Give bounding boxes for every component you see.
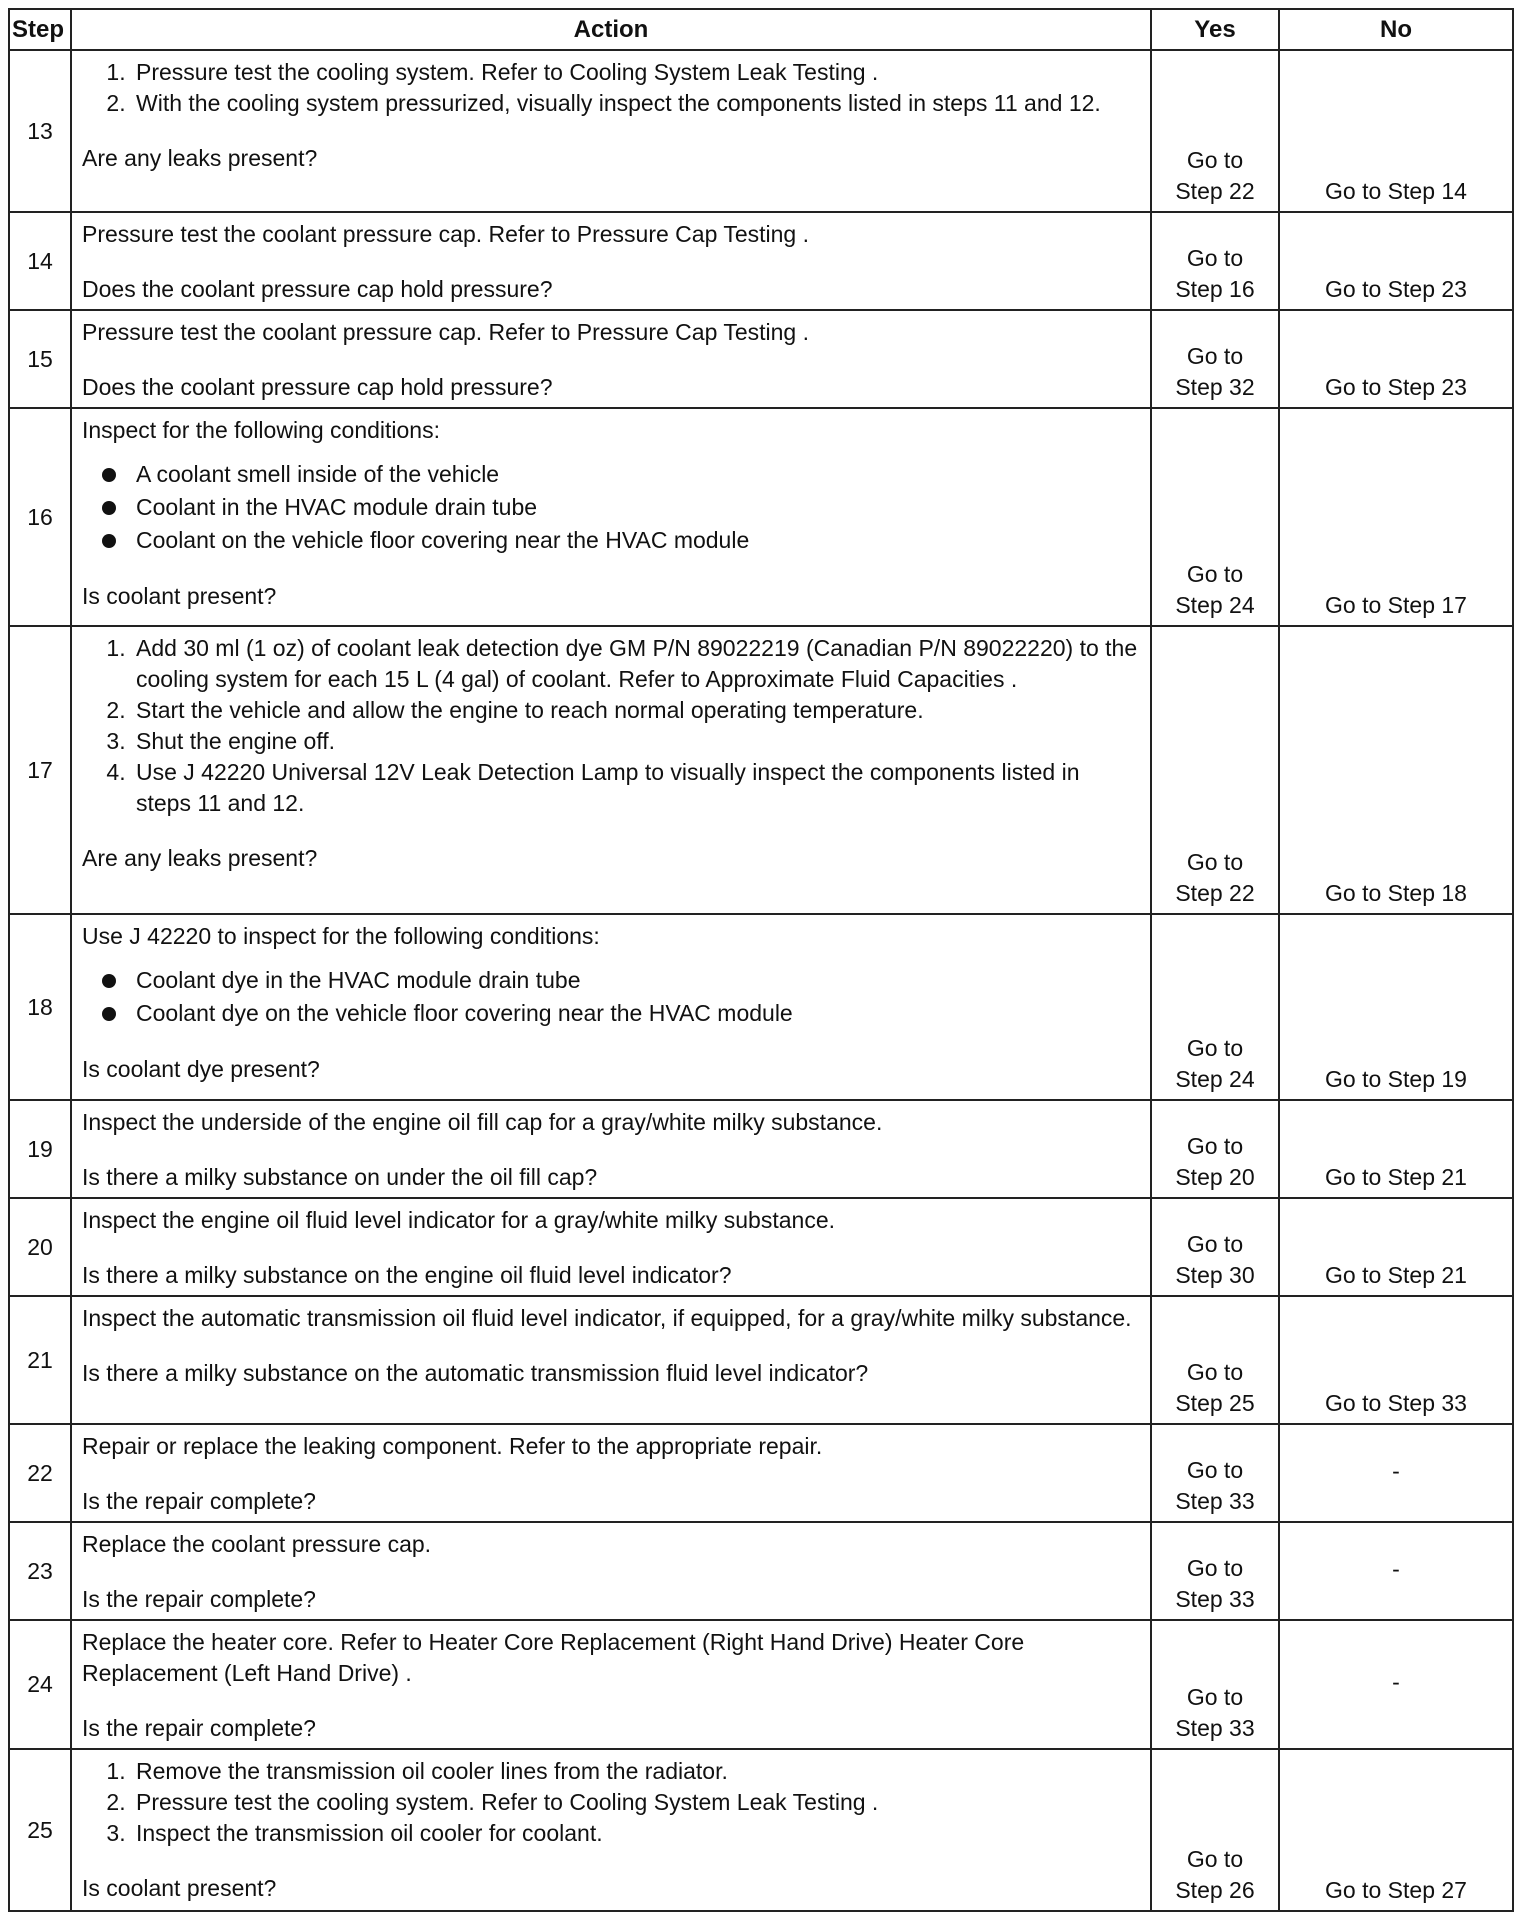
no-cell (1279, 50, 1513, 212)
step-number: 20 (9, 1198, 71, 1296)
yes-cell (1151, 1749, 1279, 1911)
no-cell (1279, 1424, 1513, 1522)
instruction-text: Pressure test the coolant pressure cap. Refer to Pressure Cap Testing . (82, 319, 809, 345)
table-row (9, 1424, 1513, 1522)
instruction-text: Pressure test the coolant pressure cap. Refer to Pressure Cap Testing . (82, 221, 809, 247)
numbered-list (82, 1756, 1140, 1849)
yes-goto: Go to (1186, 147, 1244, 173)
no-step-link[interactable]: Go to Step 27 (1325, 1877, 1467, 1903)
action-cell (71, 1424, 1151, 1522)
list-item: 2. Pressure test the cooling system. Refer to Cooling System Leak Testing . (132, 1787, 1140, 1818)
action-cell (71, 1198, 1151, 1296)
yes-goto: Go to (1186, 1684, 1244, 1710)
question-text: Is there a milky substance on the automatic transmission fluid level indicator? (82, 1360, 869, 1386)
list-item: Coolant dye on the vehicle floor covering near the HVAC module (132, 997, 1140, 1030)
action-cell (71, 1749, 1151, 1911)
yes-step-link[interactable]: Step 33 (1175, 1488, 1255, 1514)
yes-step-link[interactable]: Step 20 (1175, 1164, 1255, 1190)
yes-cell (1151, 1296, 1279, 1424)
instruction-text: Replace the coolant pressure cap. (82, 1531, 432, 1557)
list-item: 2. Start the vehicle and allow the engine to reach normal operating temperature. (132, 695, 1140, 726)
bullet-list (82, 964, 1140, 1030)
instruction-text: Replace the heater core. Refer to Heater Core Replacement (Right Hand Drive) Heater Core Replacement (Left Hand Drive) . (82, 1629, 1025, 1686)
action-cell (71, 1100, 1151, 1198)
no-cell (1279, 1296, 1513, 1424)
no-cell (1279, 212, 1513, 310)
question-text: Does the coolant pressure cap hold pressure? (82, 374, 553, 400)
no-step-link[interactable]: Go to Step 14 (1325, 178, 1467, 204)
yes-cell (1151, 212, 1279, 310)
no-step-link[interactable]: Go to Step 17 (1325, 592, 1467, 618)
instruction-text: Repair or replace the leaking component. Refer to the appropriate repair. (82, 1433, 823, 1459)
question-text: Is the repair complete? (82, 1488, 316, 1514)
yes-goto: Go to (1186, 849, 1244, 875)
no-cell (1279, 408, 1513, 626)
no-cell (1279, 1100, 1513, 1198)
no-dash: - (1392, 1555, 1400, 1582)
list-item: Coolant in the HVAC module drain tube (132, 491, 1140, 524)
table-row (9, 1620, 1513, 1749)
no-step-link[interactable]: Go to Step 33 (1325, 1390, 1467, 1416)
instruction-text: Inspect the underside of the engine oil fill cap for a gray/white milky substance. (82, 1109, 883, 1135)
table-row (9, 50, 1513, 212)
yes-cell (1151, 1424, 1279, 1522)
yes-cell (1151, 1198, 1279, 1296)
yes-goto: Go to (1186, 1555, 1244, 1581)
yes-step-link[interactable]: Step 25 (1175, 1390, 1255, 1416)
yes-cell (1151, 914, 1279, 1100)
yes-goto: Go to (1186, 1035, 1244, 1061)
action-cell (71, 310, 1151, 408)
list-item: 3. Shut the engine off. (132, 726, 1140, 757)
bullet-list (82, 458, 1140, 557)
table-row (9, 212, 1513, 310)
no-dash: - (1392, 1457, 1400, 1484)
no-step-link[interactable]: Go to Step 23 (1325, 276, 1467, 302)
step-number: 24 (9, 1620, 71, 1749)
table-row (9, 1749, 1513, 1911)
yes-cell (1151, 1522, 1279, 1620)
yes-step-link[interactable]: Step 22 (1175, 178, 1255, 204)
yes-goto: Go to (1186, 1231, 1244, 1257)
action-cell (71, 626, 1151, 914)
question-text: Is there a milky substance on under the oil fill cap? (82, 1164, 598, 1190)
yes-goto: Go to (1186, 245, 1244, 271)
header-no: No (1279, 9, 1513, 50)
step-number: 18 (9, 914, 71, 1100)
question-text: Is coolant dye present? (82, 1056, 320, 1082)
yes-cell (1151, 310, 1279, 408)
list-item: 1. Add 30 ml (1 oz) of coolant leak detection dye GM P/N 89022219 (Canadian P/N 89022220) to the cooling system for each 15 L (4 gal) of coolant. Refer to Approximate Fluid Capacities . (132, 633, 1140, 695)
step-number: 19 (9, 1100, 71, 1198)
table-row (9, 1198, 1513, 1296)
no-step-link[interactable]: Go to Step 23 (1325, 374, 1467, 400)
list-item: Coolant on the vehicle floor covering near the HVAC module (132, 524, 1140, 557)
no-cell (1279, 626, 1513, 914)
step-number: 23 (9, 1522, 71, 1620)
step-number: 25 (9, 1749, 71, 1911)
question-text: Is coolant present? (82, 583, 277, 609)
header-yes: Yes (1151, 9, 1279, 50)
yes-cell (1151, 408, 1279, 626)
question-text: Is the repair complete? (82, 1715, 316, 1741)
yes-step-link[interactable]: Step 24 (1175, 592, 1255, 618)
yes-step-link[interactable]: Step 26 (1175, 1877, 1255, 1903)
yes-step-link[interactable]: Step 22 (1175, 880, 1255, 906)
step-number: 17 (9, 626, 71, 914)
step-number: 16 (9, 408, 71, 626)
list-item: 1. Remove the transmission oil cooler lines from the radiator. (132, 1756, 1140, 1787)
yes-step-link[interactable]: Step 32 (1175, 374, 1255, 400)
no-cell (1279, 1522, 1513, 1620)
yes-step-link[interactable]: Step 33 (1175, 1715, 1255, 1741)
no-cell (1279, 1749, 1513, 1911)
header-action: Action (71, 9, 1151, 50)
step-number: 22 (9, 1424, 71, 1522)
yes-cell (1151, 1100, 1279, 1198)
no-step-link[interactable]: Go to Step 21 (1325, 1262, 1467, 1288)
no-cell (1279, 1198, 1513, 1296)
yes-goto: Go to (1186, 561, 1244, 587)
yes-cell (1151, 50, 1279, 212)
no-cell (1279, 1620, 1513, 1749)
yes-goto: Go to (1186, 1457, 1244, 1483)
yes-cell (1151, 1620, 1279, 1749)
table-row (9, 1100, 1513, 1198)
yes-goto: Go to (1186, 1359, 1244, 1385)
list-item: 3. Inspect the transmission oil cooler for coolant. (132, 1818, 1140, 1849)
no-cell (1279, 310, 1513, 408)
action-cell (71, 1620, 1151, 1749)
action-cell (71, 408, 1151, 626)
table-row (9, 310, 1513, 408)
list-item: 2. With the cooling system pressurized, visually inspect the components listed in steps 11 and 12. (132, 88, 1140, 119)
question-text: Does the coolant pressure cap hold pressure? (82, 276, 553, 302)
no-cell (1279, 914, 1513, 1100)
list-item: A coolant smell inside of the vehicle (132, 458, 1140, 491)
table-row (9, 914, 1513, 1100)
question-text: Is the repair complete? (82, 1586, 316, 1612)
table-row (9, 626, 1513, 914)
table-row (9, 408, 1513, 626)
diagnostic-table (8, 8, 1514, 1912)
yes-step-link[interactable]: Step 33 (1175, 1586, 1255, 1612)
no-step-link[interactable]: Go to Step 21 (1325, 1164, 1467, 1190)
action-cell (71, 1522, 1151, 1620)
question-text: Is there a milky substance on the engine oil fluid level indicator? (82, 1262, 732, 1288)
yes-goto: Go to (1186, 343, 1244, 369)
list-item: 4. Use J 42220 Universal 12V Leak Detection Lamp to visually inspect the components listed in steps 11 and 12. (132, 757, 1140, 819)
header-step: Step (9, 9, 71, 50)
numbered-list (82, 633, 1140, 819)
table-row (9, 1522, 1513, 1620)
no-step-link[interactable]: Go to Step 18 (1325, 880, 1467, 906)
no-step-link[interactable]: Go to Step 19 (1325, 1066, 1467, 1092)
yes-cell (1151, 626, 1279, 914)
step-number: 13 (9, 50, 71, 212)
numbered-list (82, 57, 1140, 119)
action-cell (71, 914, 1151, 1100)
yes-step-link[interactable]: Step 24 (1175, 1066, 1255, 1092)
header-row (9, 9, 1513, 50)
yes-goto: Go to (1186, 1846, 1244, 1872)
step-number: 14 (9, 212, 71, 310)
question-text: Are any leaks present? (82, 145, 318, 171)
action-cell (71, 212, 1151, 310)
instruction-text: Inspect the engine oil fluid level indicator for a gray/white milky substance. (82, 1207, 836, 1233)
list-item: 1. Pressure test the cooling system. Refer to Cooling System Leak Testing . (132, 57, 1140, 88)
instruction-text: Use J 42220 to inspect for the following conditions: (82, 923, 600, 949)
instruction-text: Inspect the automatic transmission oil fluid level indicator, if equipped, for a gray/white milky substance. (82, 1305, 1132, 1331)
instruction-text: Inspect for the following conditions: (82, 417, 440, 443)
question-text: Is coolant present? (82, 1875, 277, 1901)
step-number: 21 (9, 1296, 71, 1424)
step-number: 15 (9, 310, 71, 408)
table-row (9, 1296, 1513, 1424)
question-text: Are any leaks present? (82, 845, 318, 871)
list-item: Coolant dye in the HVAC module drain tube (132, 964, 1140, 997)
yes-goto: Go to (1186, 1133, 1244, 1159)
yes-step-link[interactable]: Step 30 (1175, 1262, 1255, 1288)
yes-step-link[interactable]: Step 16 (1175, 276, 1255, 302)
action-cell (71, 50, 1151, 212)
action-cell (71, 1296, 1151, 1424)
no-dash: - (1392, 1669, 1400, 1695)
